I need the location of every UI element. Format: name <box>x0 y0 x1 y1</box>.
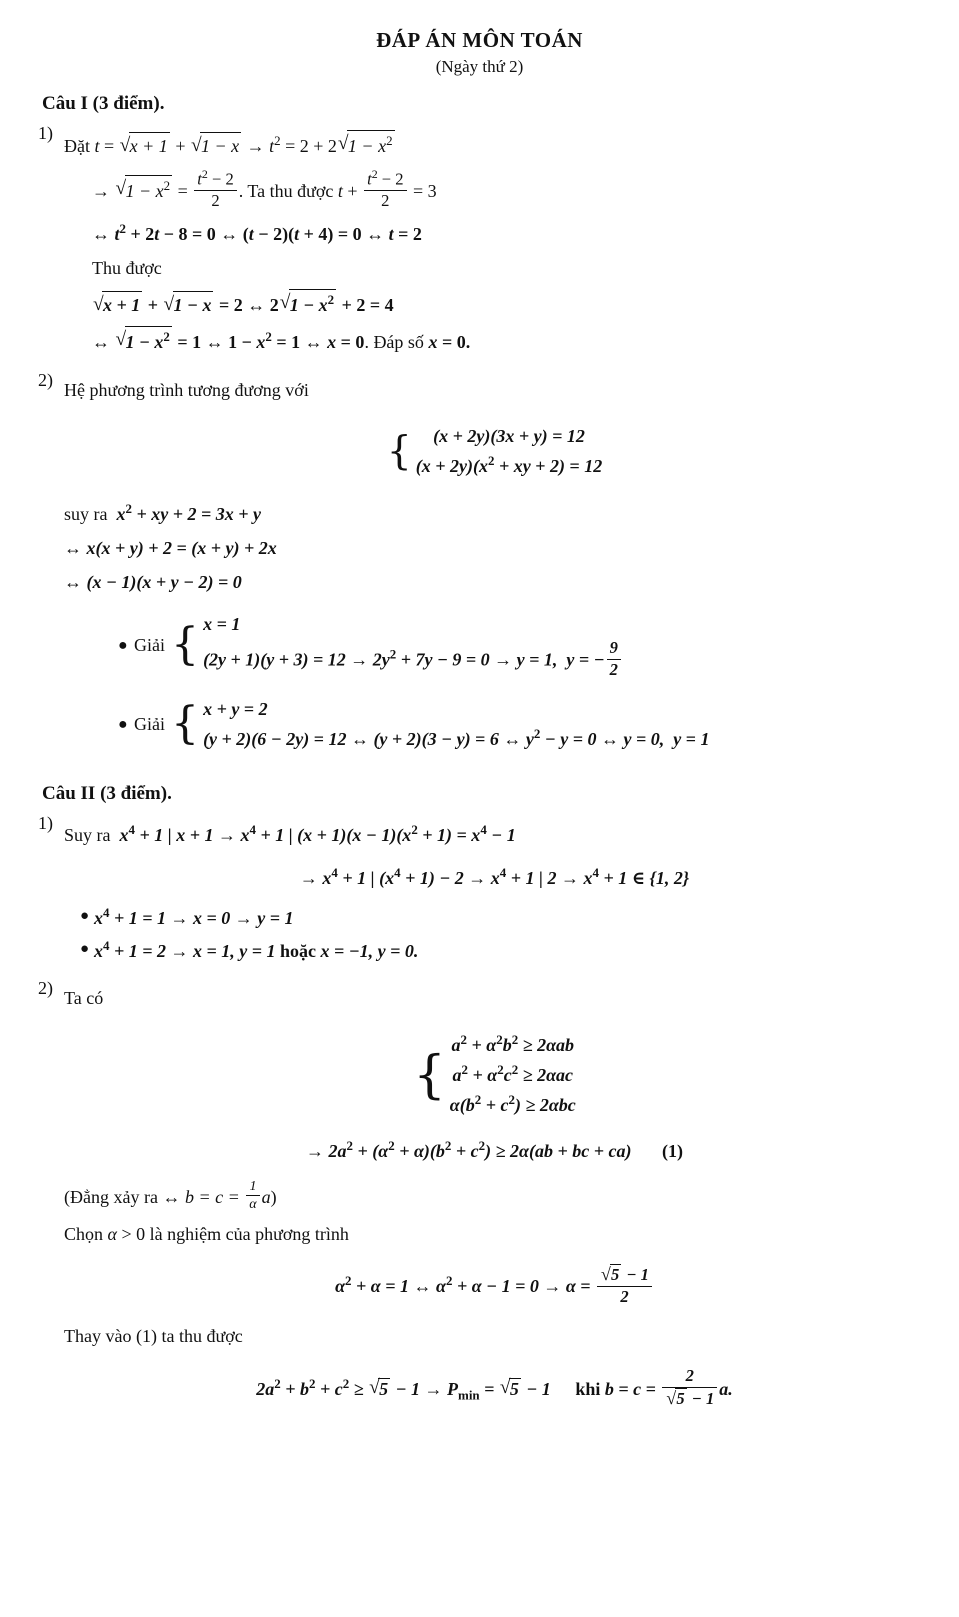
math-line: Đặt t = √ x + 1 + √ $1 - x \to t^2 = 2 + 2$ √ $1 - x^2$ <box>64 130 925 160</box>
math-line: (Đẳng xảy ra ↔ b = c = $\frac{1}{\alpha}$ a) <box>64 1177 277 1213</box>
text-line: Hệ phương trình tương đương với <box>64 379 309 400</box>
math-line-centered: → $x^4 + 1$ | $(x^4 + 1) - 2 \to x^4 + 1$ | $2 \to x^4 + 1$ ∈ {1, 2} <box>299 865 690 889</box>
math-line: Suy ra $x^4 + 1$ | $x + 1 \to x^4 + 1$ | $(x + 1)(x - 1)(x^2 + 1) = x^4 - 1$ <box>64 822 516 846</box>
section-heading-cau-1: Câu I (3 điểm). <box>42 93 165 114</box>
label-dang-xay-ra: (Đẳng xảy ra <box>64 1186 163 1207</box>
math-line: ↔ (x − 1)(x + y − 2) = 0 <box>64 571 242 592</box>
bullet-dot-icon: ● <box>80 908 90 925</box>
bullet-list <box>80 905 925 962</box>
bullet-dot-icon: ● <box>118 637 128 655</box>
item-number: 1) <box>38 123 53 143</box>
problem-2-2 <box>34 978 925 1425</box>
math-line-centered: $2a^2 + b^2 + c^2$ ≥ √ $5 - 1 \to P_{min}$ = √ 5 − 1 khi b = c = 2 √ 5 − 1 a. <box>64 1366 925 1409</box>
item-body <box>64 370 925 767</box>
list-item: ● Giải { x = 1 $(2y + 1)(y + 3) = 12 \to 2y^2 + 7y - 9 = 0 \to y = 1$, y = − $\frac{9}{2}$ <box>118 610 925 681</box>
problem-1-1 <box>34 123 925 363</box>
item-number: 2) <box>38 369 53 390</box>
text-line: Thu được <box>92 257 162 278</box>
text-line: Thay vào (1) ta thu được <box>64 1326 243 1347</box>
label-khi: khi <box>575 1378 605 1399</box>
brace-icon: { <box>171 619 200 671</box>
equation-system: { (x + 2y)(3x + y) = 12 $(x + 2y)(x^2$ + xy + 2) = 12 <box>64 422 925 481</box>
item-number: 1) <box>38 813 53 834</box>
page-title: ĐÁP ÁN MÔN TOÁN <box>376 28 583 52</box>
math-line: ↔ $t^2 + 2t - 8 = 0$ ↔ (t − 2)(t + 4) = 0 ↔ t = 2 <box>92 220 422 244</box>
label-suy-ra: Suy ra <box>64 825 111 846</box>
item-body <box>64 813 925 971</box>
label-suy-ra: suy ra <box>64 503 108 524</box>
bullet-dot-icon: ● <box>80 941 90 958</box>
item-body <box>64 978 925 1425</box>
list-item: ● $x^4 + 1 = 1 \to x = 0 \to y = 1$ <box>80 905 294 929</box>
brace-icon: { <box>386 428 412 474</box>
brace-icon: { <box>413 1044 446 1105</box>
bullet-label: Giải <box>134 713 165 734</box>
text-line: Ta có <box>64 988 104 1009</box>
label-dap-so: . Đáp số <box>364 331 429 352</box>
problem-1-2 <box>34 370 925 767</box>
math-line: suy ra $x^2$ + xy + 2 = 3x + y <box>64 500 261 524</box>
equation-system: { $a^2 + \alpha^2b^2 \ge 2\alpha ab$ $a^2 + \alpha^2c^2 \ge 2\alpha ac$ $\alpha(b^2 + c^2) \ge 2\alpha bc$ <box>64 1030 925 1119</box>
page-subtitle: (Ngày thứ 2) <box>435 57 524 76</box>
item-number: 2) <box>38 978 53 999</box>
math-line: → √ $1 - x^2$ = $\frac{t^2 - 2}{2}$ . Ta thu được t + $\frac{t^2 - 2}{2}$ = 3 <box>92 167 925 212</box>
brace-icon: { <box>171 698 200 750</box>
math-line: √ x + 1 + √ 1 − x = 2 ↔ 2 √ $1 - x^2 + 2 = 4$ <box>92 289 925 319</box>
math-line-centered: $\alpha^2 + \alpha = 1$ ↔ $\alpha^2 + \alpha - 1 = 0 \to \alpha$ = √ $\frac{5 - 1}{2}$ <box>64 1264 925 1307</box>
bullet-label: Giải <box>134 634 165 655</box>
math-line-centered: → $2a^2 + (\alpha^2 + \alpha)(b^2 + c^2) \ge 2\alpha(ab$ + bc + ca) (1) <box>306 1137 683 1161</box>
label-dat: Đặt <box>64 136 95 156</box>
list-item: ● Giải { x + y = 2 (y + 2)(6 − 2y) = 12 ↔ (y + 2)(3 − y) = 6 ↔ $y^2 - y = 0$ ↔ y = 0, y = 1 <box>118 695 925 754</box>
math-line: ↔ x(x + y) + 2 = (x + y) + 2x <box>64 537 277 558</box>
bullet-list <box>118 610 925 754</box>
label-chon: Chọn <box>64 1223 108 1244</box>
problem-2-1 <box>34 813 925 971</box>
label-hoac: hoặc <box>275 941 321 962</box>
list-item: ● $x^4 + 1 = 2 \to x = 1$, y = 1 hoặc x = −1, y = 0. <box>80 938 419 962</box>
math-line: Chọn α > 0 là nghiệm của phương trình <box>64 1223 349 1244</box>
label-ta-thu-duoc: . Ta thu được <box>238 181 338 202</box>
bullet-dot-icon: ● <box>118 716 128 734</box>
label-chon-rest: là nghiệm của phương trình <box>145 1223 349 1244</box>
section-heading-cau-2: Câu II (3 điểm). <box>42 783 172 805</box>
math-line: ↔ √ $1 - x^2 = 1$ ↔ $1 - x^2 = 1$ ↔ x = 0. Đáp số x = 0. <box>92 326 925 356</box>
equation-tag: (1) <box>661 1140 683 1161</box>
item-body <box>64 123 925 363</box>
